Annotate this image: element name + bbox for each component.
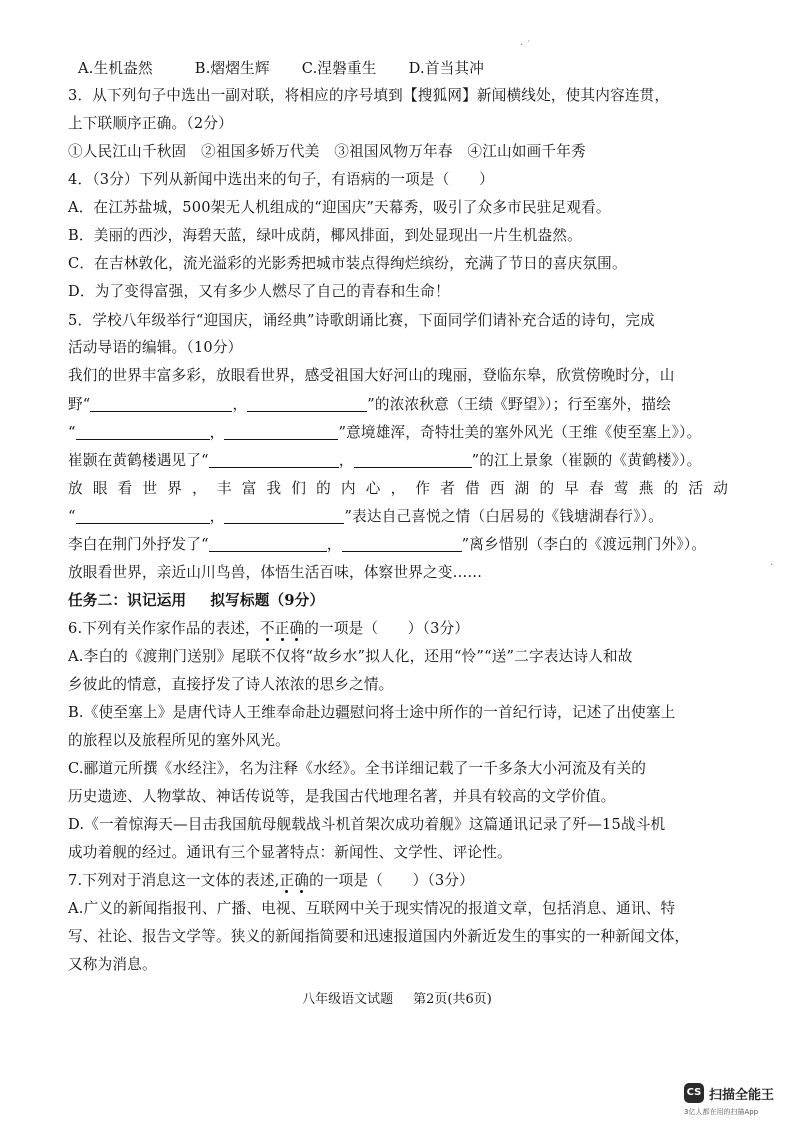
q5-closing: 放眼看世界，亲近山川鸟兽，体悟生活百味，体察世界之变…… <box>68 564 483 581</box>
task-two-heading <box>68 590 728 612</box>
cs-logo-icon: CS <box>684 1083 704 1103</box>
q6-option-d-cont: 成功着舰的经过。通讯有三个显著特点：新闻性、文学性、评论性。 <box>68 844 512 861</box>
q7-option-a-cont: 写、社论、报告文学等。狭义的新闻指简要和迅速报道国内外新近发生的事实的一种新闻文体， <box>68 928 690 945</box>
q5-line-libai <box>68 534 728 556</box>
answer-blank[interactable] <box>342 536 462 552</box>
emphasis-char: 确 <box>289 620 305 637</box>
q5-line-xihu: 放眼看世界，丰富我们的内心，作者借西湖的早春莺燕的活动 <box>68 480 728 497</box>
q4-option-c: C．在吉林敦化，流光溢彩的光影秀把城市装点得绚烂缤纷，充满了节日的喜庆氛围。 <box>68 255 627 272</box>
text-fragment: 野“ <box>68 396 91 413</box>
q4-option-a: A．在江苏盐城，500架无人机组成的“迎国庆”天幕秀，吸引了众多市民驻足观看。 <box>68 199 611 216</box>
q5-line-wangwei <box>68 422 728 444</box>
text-fragment: ”离乡惜别（李白的《渡远荆门外》）。 <box>461 536 707 553</box>
q7-stem <box>68 870 728 892</box>
scanner-app-name: 扫描全能王 <box>709 1088 775 1103</box>
text-fragment: “ <box>68 508 76 525</box>
answer-blank[interactable] <box>354 452 472 468</box>
q2-option-b: B.熠熠生辉 <box>194 60 270 77</box>
q6-option-c: C.郦道元所撰《水经注》，名为注释《水经》。全书详细记载了一千多条大小河流及有关的 <box>68 760 647 777</box>
text-fragment: ， <box>209 508 225 525</box>
q4-option-d: D．为了变得富强，又有多少人燃尽了自己的青春和生命！ <box>68 283 450 300</box>
text-fragment: 6.下列有关作家作品的表述， <box>68 620 260 637</box>
q2-option-d: D.首当其冲 <box>408 60 484 77</box>
emphasis-char: 正 <box>279 872 295 889</box>
q6-option-a-cont: 乡彼此的情意，直接抒发了诗人浓浓的思乡之情。 <box>68 676 394 693</box>
text-fragment: 的一项是（ ）（3分） <box>304 620 470 637</box>
footer-page-number: 第2页(共6页) <box>413 992 492 1007</box>
scan-speck: · <box>770 560 774 571</box>
q6-option-b-cont: 的旅程以及旅程所见的塞外风光。 <box>68 732 290 749</box>
q2-option-c: C.涅磐重生 <box>301 60 377 77</box>
emphasis-char: 确 <box>294 872 310 889</box>
emphasis-char: 不 <box>259 620 275 637</box>
q7-option-a-cont2: 又称为消息。 <box>68 956 157 973</box>
footer-title: 八年级语文试题 <box>302 992 394 1007</box>
q4-stem: 4．（3分）下列从新闻中选出来的句子，有语病的一项是（ ） <box>68 171 494 188</box>
answer-blank[interactable] <box>209 536 327 552</box>
text-fragment: ， <box>326 536 342 553</box>
answer-blank[interactable] <box>247 396 367 412</box>
q2-options <box>78 58 738 80</box>
text-fragment: ， <box>232 396 248 413</box>
answer-blank[interactable] <box>209 452 339 468</box>
emphasis-char: 正 <box>274 620 290 637</box>
text-fragment: 7.下列对于消息这一文体的表述, <box>68 872 280 889</box>
answer-blank[interactable] <box>224 508 344 524</box>
text-fragment: ”意境雄浑，奇特壮美的塞外风光（王维《使至塞上》）。 <box>338 424 702 441</box>
q6-option-a: A.李白的《渡荆门送别》尾联不仅将“故乡水”拟人化，还用“怜”“送”二字表达诗人和故 <box>68 648 633 665</box>
answer-blank[interactable] <box>224 424 338 440</box>
text-fragment: ， <box>338 452 354 469</box>
q5-stem: 5．学校八年级举行“迎国庆，诵经典”诗歌朗诵比赛，下面同学们请补充合适的诗句，完成 <box>68 312 655 329</box>
text-fragment: ”表达自己喜悦之情（白居易的《钱塘湖春行》）。 <box>344 508 663 525</box>
answer-blank[interactable] <box>76 424 210 440</box>
text-fragment: 的一项是（ ）（3分） <box>309 872 474 889</box>
scan-speck: · ˙ <box>520 40 532 51</box>
q6-option-b: B.《使至塞上》是唐代诗人王维奉命赴边疆慰问将士途中所作的一首纪行诗，记述了出使塞上 <box>68 704 676 721</box>
scanner-slogan: 3亿人都在用的扫描App <box>684 1108 759 1116</box>
text-fragment: ”的江上景象（崔颢的《黄鹤楼》）。 <box>471 452 702 469</box>
q6-option-d: D.《一着惊海天—目击我国航母舰载战斗机首架次成功着舰》这篇通讯记录了歼—15战斗机 <box>68 816 666 833</box>
q4-option-b: B．美丽的西沙，海碧天蓝，绿叶成荫，椰风排面，到处显现出一片生机盎然。 <box>68 227 582 244</box>
text-fragment: 崔颢在黄鹤楼遇见了“ <box>68 452 209 469</box>
q5-line-cuihao <box>68 450 728 472</box>
text-fragment: ”的浓浓秋意（王绩《野望》）；行至塞外，描绘 <box>367 396 671 413</box>
q7-option-a: A.广义的新闻指报刊、广播、电视、互联网中关于现实情况的报道文章，包括消息、通讯、特 <box>68 900 676 917</box>
q3-stem-cont: 上下联顺序正确。（2分） <box>68 115 233 132</box>
page-footer <box>0 988 794 1007</box>
answer-blank[interactable] <box>90 396 232 412</box>
text-fragment: “ <box>68 424 76 441</box>
q3-stem: 3．从下列句子中选出一副对联，将相应的序号填到【搜狐网】新闻横线处，使其内容连贯， <box>68 87 670 104</box>
q5-stem-cont: 活动导语的编辑。（10分） <box>68 339 243 356</box>
q5-line-baijuyi <box>68 506 728 528</box>
q3-options: ①人民江山千秋固 ②祖国多娇万代美 ③祖国风物万年春 ④江山如画千年秀 <box>68 143 586 160</box>
text-fragment: ， <box>209 424 225 441</box>
text-fragment: 李白在荆门外抒发了“ <box>68 536 209 553</box>
q2-option-a: A.生机盎然 <box>78 60 153 77</box>
scanner-watermark <box>684 1083 784 1119</box>
task-two-title: 任务二：识记运用 <box>68 592 187 609</box>
q6-stem <box>68 618 728 640</box>
task-two-subtitle: 拟写标题（9分） <box>210 592 325 609</box>
q5-intro: 我们的世界丰富多彩，放眼看世界，感受祖国大好河山的瑰丽，登临东皋，欣赏傍晚时分，山 <box>68 367 675 384</box>
q6-option-c-cont: 历史遗迹、人物掌故、神话传说等，是我国古代地理名著，并具有较高的文学价值。 <box>68 788 616 805</box>
answer-blank[interactable] <box>76 508 210 524</box>
q5-line-wangji <box>68 394 728 416</box>
